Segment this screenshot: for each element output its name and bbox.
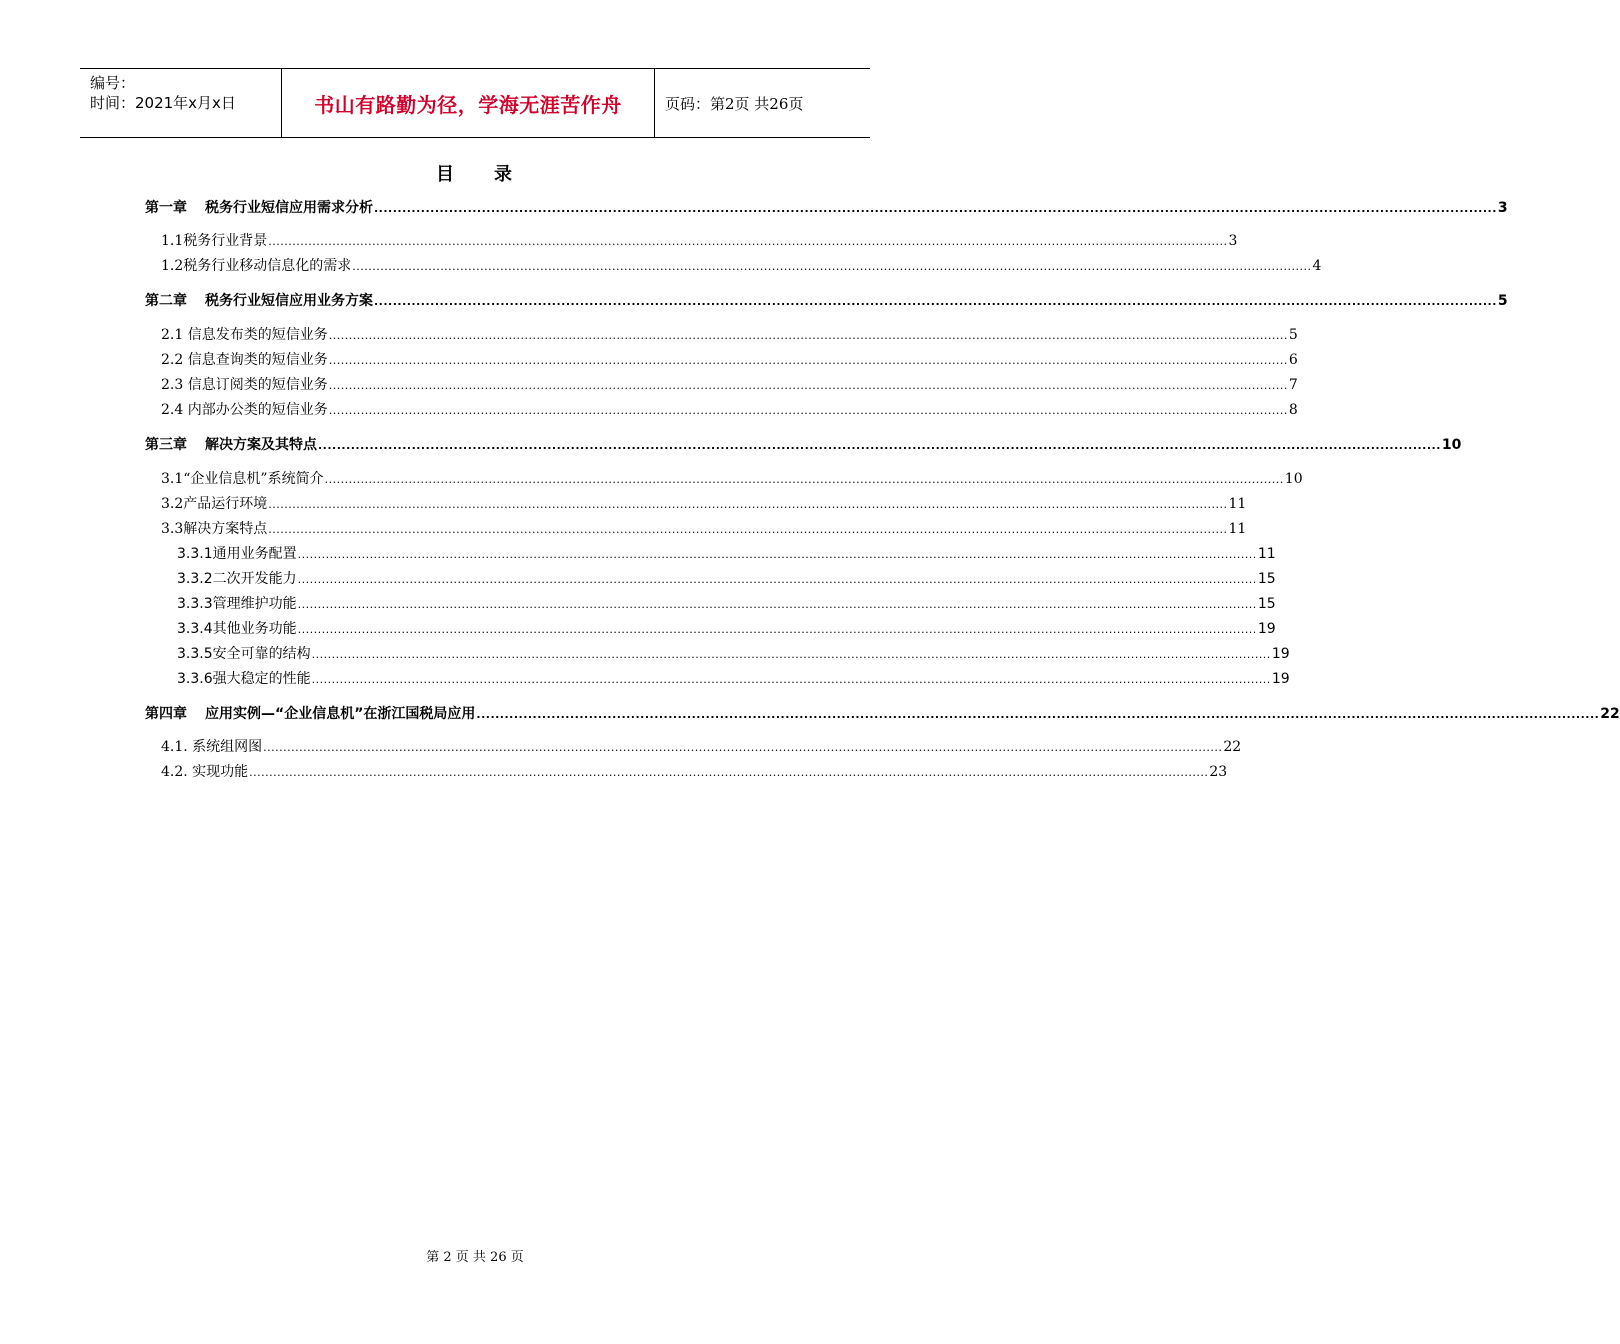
toc-page-number: 6 — [1288, 352, 1298, 368]
toc-chapter-3[interactable] — [145, 434, 1462, 454]
toc-leader: ................................................................................................................................................................................................................................................ — [324, 473, 1284, 486]
toc-leader: ................................................................................................................................................................................................................................................ — [297, 598, 1257, 611]
toc-page-number: 10 — [1441, 437, 1462, 453]
toc-entry-1-1[interactable] — [161, 230, 1238, 250]
toc-page-number: 11 — [1228, 496, 1247, 512]
toc-entry-text: 2.1 信息发布类的短信业务 — [161, 327, 328, 343]
toc-page-number: 5 — [1497, 293, 1508, 309]
toc-entry-3-3-4[interactable] — [177, 618, 1276, 638]
toc-entry-4-1[interactable] — [161, 736, 1242, 756]
toc-entry-text: 3.2产品运行环境 — [161, 496, 268, 512]
toc-chapter-4[interactable] — [145, 703, 1620, 723]
toc-entry-text: 解决方案及其特点 — [205, 437, 317, 453]
toc-page-number: 19 — [1271, 671, 1290, 687]
toc-chapter-number: 第四章 — [145, 706, 187, 722]
toc-entry-text: 4.1. 系统组网图 — [161, 739, 263, 755]
toc-leader: ................................................................................................................................................................................................................................................ — [328, 329, 1288, 342]
toc-leader: ................................................................................................................................................................................................................................................ — [297, 623, 1257, 636]
toc-entry-text: 3.3.6强大稳定的性能 — [177, 671, 311, 687]
toc-page-number: 19 — [1257, 621, 1276, 637]
toc-chapter-number: 第三章 — [145, 437, 187, 453]
toc-page-number: 23 — [1209, 764, 1228, 780]
toc-leader: ................................................................................................................................................................................................................................................ — [374, 202, 1497, 215]
toc-entry-text: 3.3.5安全可靠的结构 — [177, 646, 311, 662]
toc-chapter-number: 第一章 — [145, 200, 187, 216]
toc-chapter-2[interactable] — [145, 290, 1508, 310]
toc-entry-text: 2.2 信息查询类的短信业务 — [161, 352, 328, 368]
page-header — [80, 68, 870, 138]
toc-entry-3-2[interactable] — [161, 493, 1247, 513]
page-footer: 第 2 页 共 26 页 — [426, 1250, 524, 1265]
toc-leader: ................................................................................................................................................................................................................................................ — [249, 766, 1209, 779]
toc-page-number: 5 — [1288, 327, 1298, 343]
toc-entry-text: 应用实例—“企业信息机”在浙江国税局应用 — [205, 706, 476, 722]
toc-entry-2-3[interactable] — [161, 374, 1298, 394]
toc-entry-text: 2.4 内部办公类的短信业务 — [161, 402, 328, 418]
toc-entry-4-2[interactable] — [161, 761, 1228, 781]
toc-entry-text: 1.2税务行业移动信息化的需求 — [161, 258, 352, 274]
toc-page-number: 11 — [1257, 546, 1276, 562]
toc-leader: ................................................................................................................................................................................................................................................ — [268, 235, 1228, 248]
toc-leader: ................................................................................................................................................................................................................................................ — [476, 708, 1600, 721]
toc-leader: ................................................................................................................................................................................................................................................ — [263, 741, 1223, 754]
document-date: 时间：2021年x月x日 — [90, 94, 236, 112]
toc-entry-3-3-3[interactable] — [177, 593, 1276, 613]
toc-page-number: 4 — [1312, 258, 1322, 274]
toc-entry-3-3-1[interactable] — [177, 543, 1276, 563]
toc-entry-text: 3.3.1通用业务配置 — [177, 546, 297, 562]
toc-entry-3-3-2[interactable] — [177, 568, 1276, 588]
toc-entry-text: 3.3.2二次开发能力 — [177, 571, 297, 587]
toc-entry-3-3-6[interactable] — [177, 668, 1290, 688]
toc-page-number: 3 — [1497, 200, 1508, 216]
toc-page-number: 15 — [1257, 571, 1276, 587]
toc-page-number: 22 — [1600, 706, 1620, 722]
toc-title-char-1: 目 — [436, 164, 456, 185]
toc-leader: ................................................................................................................................................................................................................................................ — [268, 498, 1228, 511]
header-page-info: 页码：第2页 共26页 — [665, 94, 804, 113]
toc-entry-3-1[interactable] — [161, 468, 1303, 488]
toc-leader: ................................................................................................................................................................................................................................................ — [318, 439, 1441, 452]
toc-page-number: 11 — [1228, 521, 1247, 537]
toc-chapter-number: 第二章 — [145, 293, 187, 309]
toc-page-number: 3 — [1228, 233, 1238, 249]
toc-leader: ................................................................................................................................................................................................................................................ — [328, 354, 1288, 367]
toc-entry-text: 4.2. 实现功能 — [161, 764, 249, 780]
toc-page-number: 7 — [1288, 377, 1298, 393]
toc-entry-text: 3.1“企业信息机”系统简介 — [161, 471, 324, 487]
toc-leader: ................................................................................................................................................................................................................................................ — [352, 260, 1312, 273]
toc-entry-text: 1.1税务行业背景 — [161, 233, 268, 249]
header-meta — [80, 69, 281, 137]
toc-page-number: 19 — [1271, 646, 1290, 662]
toc-page-number: 8 — [1288, 402, 1298, 418]
toc-entry-text: 3.3解决方案特点 — [161, 521, 268, 537]
toc-entry-3-3[interactable] — [161, 518, 1247, 538]
toc-entry-text: 3.3.3管理维护功能 — [177, 596, 297, 612]
toc-entry-text: 3.3.4其他业务功能 — [177, 621, 297, 637]
toc-entry-text: 税务行业短信应用业务方案 — [205, 293, 373, 309]
toc-entry-2-1[interactable] — [161, 324, 1298, 344]
document-code-label: 编号： — [90, 74, 136, 92]
toc-entry-text: 税务行业短信应用需求分析 — [205, 200, 373, 216]
toc-chapter-1[interactable] — [145, 197, 1508, 217]
toc-entry-2-2[interactable] — [161, 349, 1298, 369]
toc-leader: ................................................................................................................................................................................................................................................ — [297, 548, 1257, 561]
toc-page-number: 15 — [1257, 596, 1276, 612]
toc-page-number: 22 — [1223, 739, 1242, 755]
toc-title-char-2: 录 — [494, 164, 514, 185]
toc-title — [0, 160, 950, 186]
toc-leader: ................................................................................................................................................................................................................................................ — [311, 673, 1271, 686]
header-page-info-cell — [655, 69, 870, 137]
header-motto-cell — [281, 69, 655, 137]
toc-leader: ................................................................................................................................................................................................................................................ — [268, 523, 1228, 536]
header-motto: 书山有路勤为径，学海无涯苦作舟 — [314, 92, 622, 117]
toc-leader: ................................................................................................................................................................................................................................................ — [328, 379, 1288, 392]
toc-page-number: 10 — [1284, 471, 1303, 487]
toc-leader: ................................................................................................................................................................................................................................................ — [374, 295, 1497, 308]
toc-leader: ................................................................................................................................................................................................................................................ — [328, 404, 1288, 417]
toc-entry-text: 2.3 信息订阅类的短信业务 — [161, 377, 328, 393]
toc-entry-3-3-5[interactable] — [177, 643, 1290, 663]
toc-entry-1-2[interactable] — [161, 255, 1322, 275]
toc-entry-2-4[interactable] — [161, 399, 1298, 419]
toc-leader: ................................................................................................................................................................................................................................................ — [297, 573, 1257, 586]
toc-leader: ................................................................................................................................................................................................................................................ — [311, 648, 1271, 661]
